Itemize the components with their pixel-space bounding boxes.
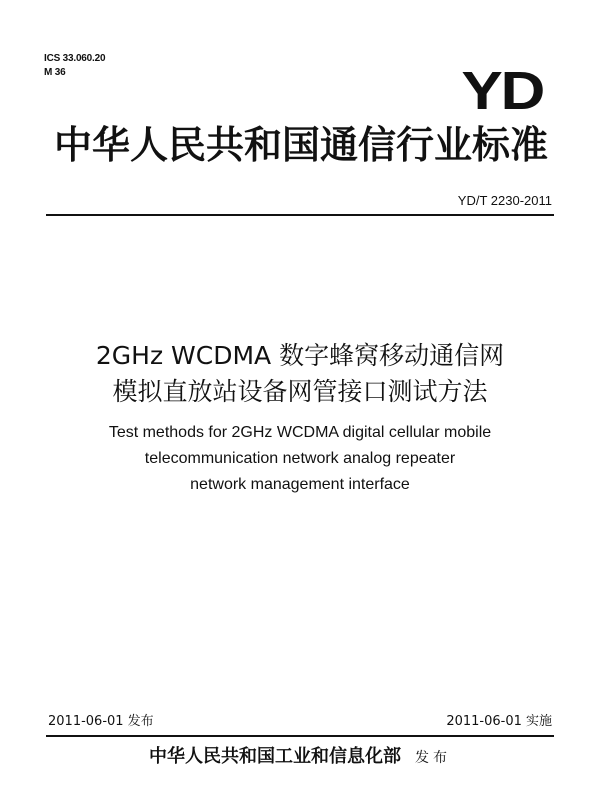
chinese-title-line-1: 2GHz WCDMA 数字蜂窝移动通信网 — [95, 341, 505, 370]
classification-number: M 36 — [44, 67, 66, 78]
ics-number: ICS 33.060.20 — [44, 53, 106, 64]
standard-title: 中华人民共和国通信行业标准 — [53, 123, 548, 167]
ics-codes — [44, 52, 105, 80]
chinese-title — [40, 338, 560, 410]
top-divider — [46, 214, 554, 216]
publisher-name: 中华人民共和国工业和信息化部 — [149, 746, 401, 767]
publisher — [40, 744, 560, 771]
release-date: 2011-06-01 发布 — [48, 714, 154, 729]
bottom-divider — [46, 735, 554, 737]
english-title-line-1: Test methods for 2GHz WCDMA digital cellular mobile — [108, 424, 492, 441]
english-title — [40, 420, 560, 498]
english-title-line-3: network management interface — [190, 476, 410, 493]
english-title-line-2: telecommunication network analog repeater — [144, 450, 456, 467]
publisher-issue-label: 发布 — [415, 750, 451, 766]
yd-logo: YD — [461, 61, 543, 121]
implementation-date: 2011-06-01 实施 — [446, 714, 552, 729]
chinese-title-line-2: 模拟直放站设备网管接口测试方法 — [112, 377, 488, 406]
standard-code: YD/T 2230-2011 — [457, 193, 552, 208]
